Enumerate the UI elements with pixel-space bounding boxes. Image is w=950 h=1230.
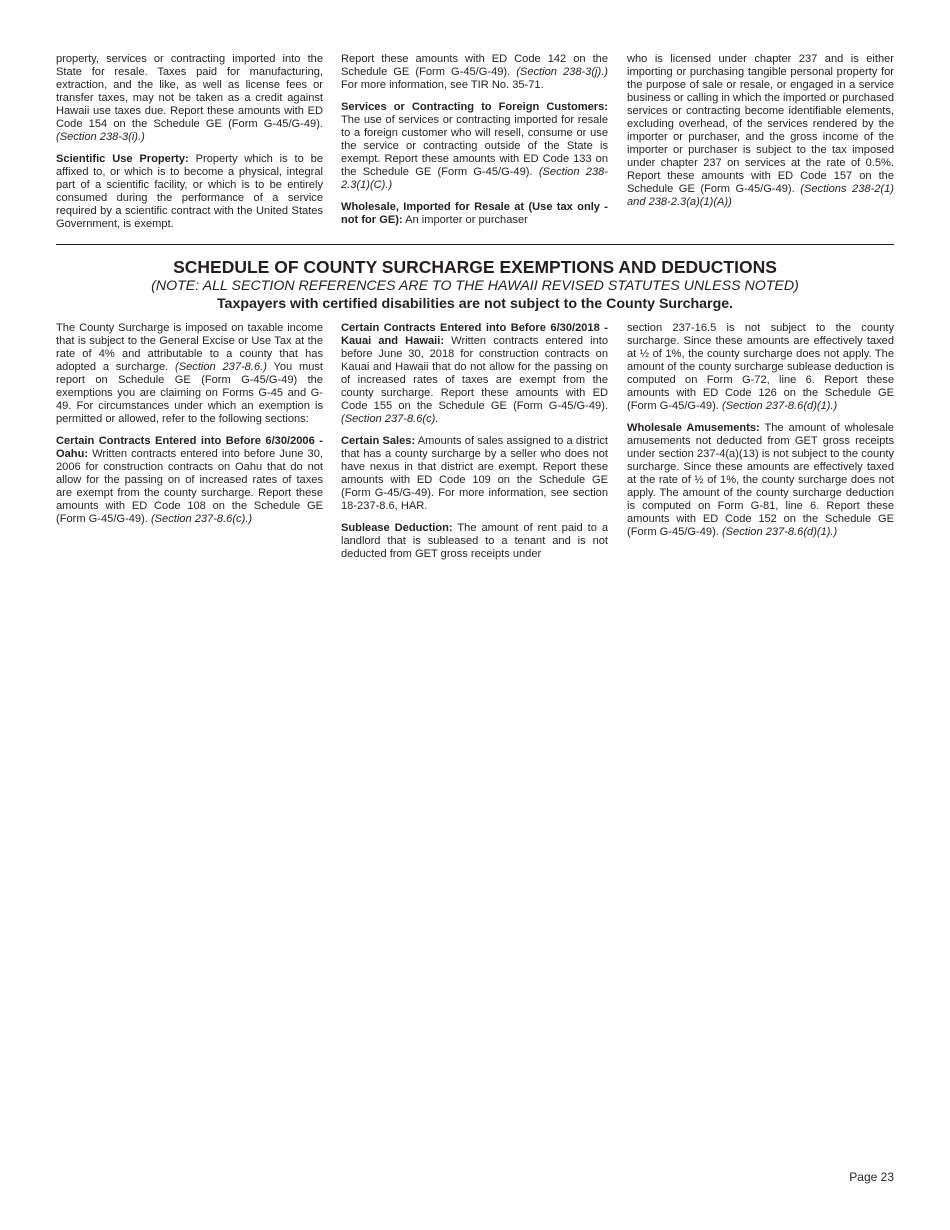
paragraph-contracts-kauai-hawaii: Certain Contracts Entered into Before 6/30/2018 - Kauai and Hawaii: Written contracts entered into before June 30, 2018 for construction contracts on Kauai and Hawaii that do not allow for the passing on of increased rates of taxes are exempt from the county surcharge. Report these amounts with ED Code 155 on the Schedule GE (Form G-45/G-49). (Section 237-8.6(c). bbox=[341, 322, 609, 425]
schedule-title: SCHEDULE OF COUNTY SURCHARGE EXEMPTIONS AND DEDUCTIONS bbox=[173, 257, 777, 277]
top-column-2 bbox=[341, 53, 608, 236]
top-column-3 bbox=[627, 53, 894, 218]
paragraph-heading: Services or Contracting to Foreign Customers: bbox=[341, 101, 608, 113]
paragraph-scientific-use: Scientific Use Property: Property which is to be affixed to, or which is to become a physical, integral part of a scientific facility, or which is to be entirely consumed during the performance of a service required by a scientific contract with the United States Government, is exempt. bbox=[56, 153, 323, 230]
paragraph-wholesale-imported: Wholesale, Imported for Resale at (Use tax only - not for GE): An importer or purchaser bbox=[341, 201, 608, 226]
paragraph-heading: Wholesale Amusements: bbox=[627, 422, 760, 434]
page-number: Page 23 bbox=[849, 1170, 894, 1184]
top-column-1 bbox=[56, 53, 323, 240]
schedule-note: (NOTE: ALL SECTION REFERENCES ARE TO THE HAWAII REVISED STATUTES UNLESS NOTED) bbox=[151, 278, 799, 294]
paragraph-contracts-oahu: Certain Contracts Entered into Before 6/30/2006 - Oahu: Written contracts entered into before June 30, 2006 for construction contracts on Oahu that do not allow for the passing on of increased rates of taxes are exempt from the county surcharge. Report these amounts with ED Code 108 on the Schedule GE (Form G-45/G-49). (Section 237-8.6(c).) bbox=[56, 435, 323, 525]
schedule-column-1 bbox=[56, 322, 323, 535]
paragraph-ed-code-142: Report these amounts with ED Code 142 on the Schedule GE (Form G-45/G-49). (Section 238-3(j).) For more information, see TIR No. 35-71. bbox=[341, 53, 608, 91]
section-reference: (Section 238-3(i).) bbox=[56, 131, 145, 143]
paragraph-licensed-importer: who is licensed under chapter 237 and is either importing or purchasing tangible personal property for the purpose of sale or resale, or engaged in a service business or calling in which the imported or purchased services or contracting become identifiable elements, excluding overhead, of the services rendered by the importer or purchaser, and the gross income of the importer or purchaser is subject to the tax imposed under chapter 237 on services at the rate of 0.5%. Report these amounts with ED Code 157 on the Schedule GE (Form G-45/G-49). (Sections 238-2(1) and 238-2.3(a)(1)(A)) bbox=[627, 53, 895, 208]
paragraph-sublease-deduction: Sublease Deduction: The amount of rent paid to a landlord that is subleased to a tenant and is not deducted from GET gross receipts under bbox=[341, 522, 608, 560]
paragraph-heading: Certain Contracts Entered into Before 6/30/2006 - Oahu: bbox=[56, 435, 323, 460]
section-reference: (Section 238-2.3(1)(C).) bbox=[341, 166, 608, 191]
paragraph-heading: Wholesale, Imported for Resale at (Use tax only - not for GE): bbox=[341, 201, 608, 226]
section-reference: (Sections 238-2(1) and 238-2.3(a)(1)(A)) bbox=[627, 183, 894, 208]
paragraph-heading: Scientific Use Property: bbox=[56, 153, 189, 165]
section-reference: (Section 237-8.6(c). bbox=[341, 413, 439, 425]
paragraph-heading: Certain Sales: bbox=[341, 435, 416, 447]
section-reference: (Section 237-8.6.) bbox=[175, 361, 267, 373]
paragraph-certain-sales: Certain Sales: Amounts of sales assigned to a district that has a county surcharge by a seller who does not have nexus in that district are exempt. Report these amounts with ED Code 109 on the Schedule GE (Form G-45/G-49). For more information, see section 18-237-8.6, HAR. bbox=[341, 435, 608, 512]
paragraph-heading: Sublease Deduction: bbox=[341, 522, 453, 534]
paragraph-county-surcharge-intro: The County Surcharge is imposed on taxable income that is subject to the General Excise or Use Tax at the rate of 4% and attributable to a county that has adopted a surcharge. (Section 237-8.6.) You must report on Schedule GE (Form G-45/G-49) the exemptions you are claiming on Forms G-45 and G-49. For circumstances under which an exemption is permitted or allowed, refer to the following sections: bbox=[56, 322, 323, 425]
schedule-column-3 bbox=[627, 322, 894, 548]
section-reference: (Section 237-8.6(d)(1).) bbox=[721, 526, 838, 538]
schedule-column-2 bbox=[341, 322, 608, 570]
paragraph-resale-credit: property, services or contracting imported into the State for resale. Taxes paid for manufacturing, extraction, and the like, as well as license fees or transfer taxes, may not be taken as a credit against Hawaii use taxes due. Report these amounts with ED Code 154 on the Schedule GE (Form G-45/G-49). (Section 238-3(i).) bbox=[56, 53, 323, 143]
section-reference: (Section 237-8.6(c).) bbox=[150, 513, 253, 525]
section-divider bbox=[56, 244, 894, 245]
section-reference: (Section 238-3(j).) bbox=[516, 66, 608, 78]
paragraph-sublease-continued: section 237-16.5 is not subject to the county surcharge. Since these amounts are effectively taxed at ½ of 1%, the county surcharge does not apply. The amount of the county surcharge sublease deduction is computed on Form G-72, line 6. Report these amounts with ED Code 126 on the Schedule GE (Form G-45/G-49). (Section 237-8.6(d)(1).) bbox=[627, 322, 894, 412]
paragraph-wholesale-amusements: Wholesale Amusements: The amount of wholesale amusements not deducted from GET gross receipts under section 237-4(a)(13) is not subject to the county surcharge. Since these amounts are effectively taxed at the rate of ½ of 1%, the county surcharge does not apply. The amount of the county surcharge deduction is computed on Form G-81, line 6. Report these amounts with ED Code 152 on the Schedule GE (Form G-45/G-49). (Section 237-8.6(d)(1).) bbox=[627, 422, 894, 538]
paragraph-foreign-customers: Services or Contracting to Foreign Customers: The use of services or contracting imported for resale to a foreign customer who will resell, consume or use the service or contracting outside of the State is exempt. Report these amounts with ED Code 133 on the Schedule GE (Form G-45/G-49). (Section 238-2.3(1)(C).) bbox=[341, 101, 608, 191]
paragraph-heading: Certain Contracts Entered into Before 6/30/2018 - Kauai and Hawaii: bbox=[341, 322, 608, 347]
section-reference: (Section 237-8.6(d)(1).) bbox=[721, 400, 838, 412]
schedule-subtitle: Taxpayers with certified disabilities are not subject to the County Surcharge. bbox=[216, 296, 734, 312]
